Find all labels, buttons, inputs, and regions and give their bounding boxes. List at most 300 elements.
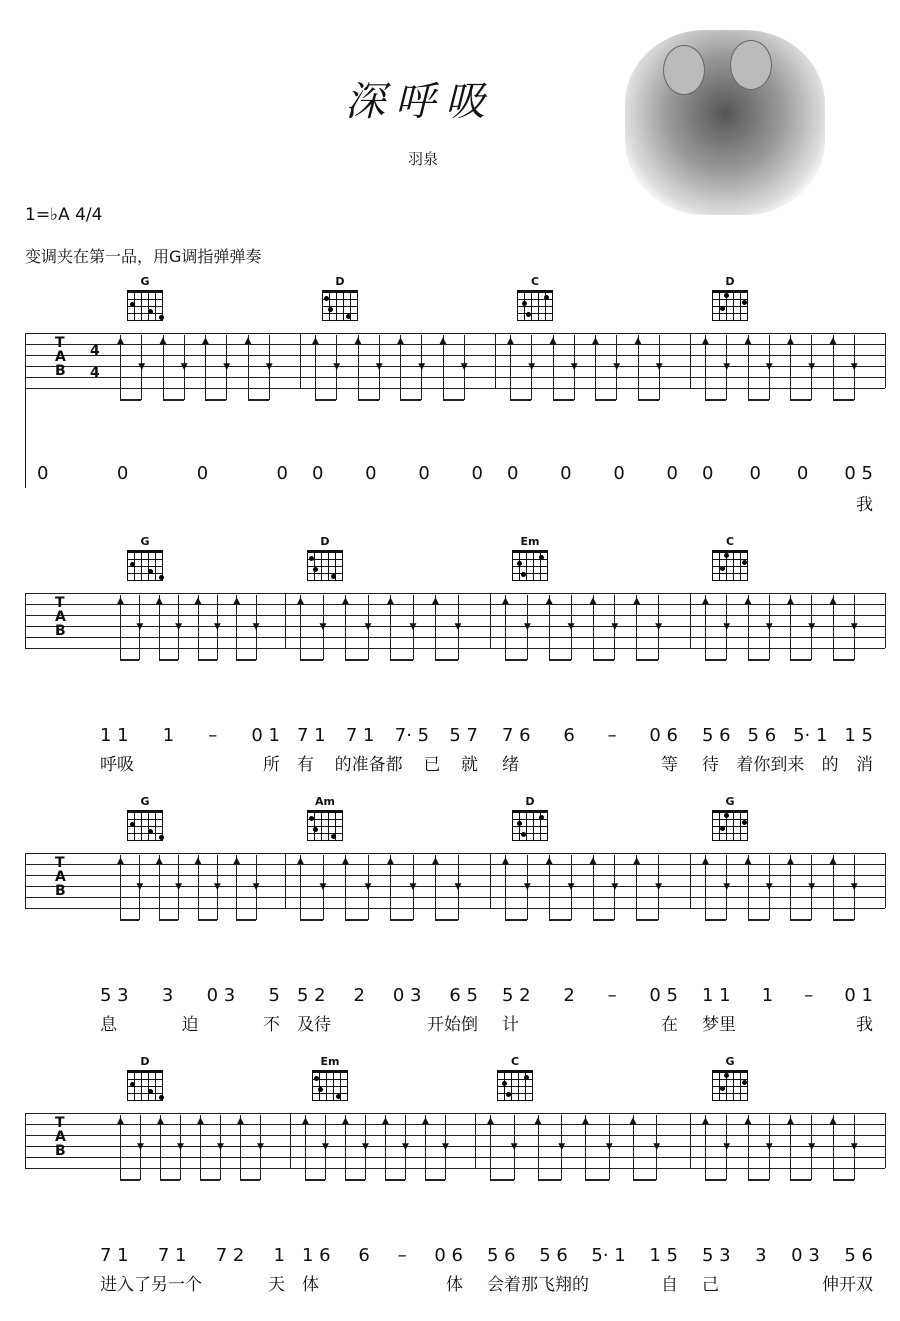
chord-grid [322,290,358,321]
measure-notes [702,985,873,1006]
strum-arrow: ▼ [850,622,858,632]
strum-arrow: ▼ [528,362,536,372]
strum-arrow: ▼ [137,1142,144,1152]
tab-staff-line [25,1146,885,1147]
score-system [0,535,900,785]
strum-arrow: ▲ [312,336,319,346]
finger-dot [159,835,164,840]
measure-notes [502,725,678,746]
note-group: 0 [418,463,430,484]
tab-staff-line [25,1135,885,1136]
strum-arrow: ▼ [613,362,621,372]
lyric-text: 绪 [502,755,519,775]
tab-staff-line [25,1168,885,1169]
strum-arrow: ▼ [375,362,383,372]
lyric-text: 会着那飞翔的 [487,1275,589,1295]
score-system [0,1055,900,1305]
beam [159,659,178,661]
beam [505,919,527,921]
note-group: 0 [312,463,324,484]
strum-arrow: ▼ [175,622,183,632]
beam [300,919,323,921]
chord-name: D [725,275,735,288]
chord-name: G [140,535,150,548]
chord-grid [512,550,548,581]
note-group: – [607,725,617,746]
chord-grid [127,1070,163,1101]
strum-arrow: ▼ [765,622,773,632]
chord-name: D [140,1055,150,1068]
chord-name: Em [320,1055,340,1068]
note-group: 0 6 [434,1245,463,1266]
measure-lyrics [297,1010,478,1035]
chord-name: G [140,795,150,808]
strum-arrow: ▲ [829,596,837,606]
strum-arrow: ▲ [354,336,362,346]
finger-dot [148,309,153,314]
finger-dot [331,574,336,579]
chord-diagram [310,1055,350,1101]
note-group: 1 1 [702,985,731,1006]
strum-arrow: ▲ [244,336,252,346]
strum-arrow: ▲ [387,596,394,606]
strum-arrow: ▲ [342,596,349,606]
strum-arrow: ▲ [829,336,837,346]
note-group: 7 1 [297,725,326,746]
beam [748,399,769,401]
tab-clef-letter: B [55,363,66,379]
tab-staff-line [25,377,885,378]
finger-dot [522,301,527,306]
beam [120,919,139,921]
note-group: 0 1 [251,725,280,746]
strum-arrow: ▼ [723,622,731,632]
chord-name: C [510,1055,520,1068]
tab-staff-line [25,1124,885,1125]
beam [593,919,615,921]
measure-notes [100,985,280,1006]
beam [538,1179,562,1181]
measure-notes [312,463,483,484]
beam [236,919,255,921]
beam [553,399,574,401]
beam [163,399,184,401]
lyric-text: 呼吸 [100,755,134,775]
strum-arrow: ▼ [454,622,462,632]
staff-left-edge [25,853,26,908]
chord-diagram [510,535,550,581]
beam [345,919,368,921]
song-title: 深呼吸 [345,79,495,125]
strum-arrow: ▼ [180,362,188,372]
tab-staff-line [25,864,885,865]
finger-dot [148,829,153,834]
barline [285,593,286,648]
finger-dot [742,1080,747,1085]
strum-arrow: ▼ [177,1142,184,1152]
chord-name: Am [315,795,335,808]
measure-notes [487,1245,678,1266]
beam [790,399,811,401]
strum-arrow: ▲ [702,336,709,346]
note-group: 5 6 [539,1245,568,1266]
chord-name: D [335,275,345,288]
lyric-text: 进入了另一个 [100,1275,202,1295]
barline [690,333,691,388]
barline [490,593,491,648]
tab-staff-line [25,897,885,898]
strum-arrow: ▼ [723,362,731,372]
beam [385,1179,405,1181]
finger-dot [720,306,725,311]
measure-lyrics [702,1270,873,1295]
measure-lyrics [297,750,478,775]
tab-clef-letter: A [55,609,66,625]
lyric-text: 不 [263,1015,280,1035]
beam [236,659,255,661]
strum-arrow: ▲ [233,856,241,866]
lyric-text: 迫 [181,1015,199,1035]
beam [705,919,726,921]
lyric-text: 计 [502,1015,519,1035]
measure-notes [100,1245,285,1266]
finger-dot [742,820,747,825]
measure-lyrics [100,750,280,775]
tab-staff-line [25,593,885,594]
beam [120,659,139,661]
strum-arrow: ▼ [252,622,260,632]
finger-dot [309,556,314,561]
finger-dot [313,567,318,572]
lyric-text: 伸开双 [822,1275,873,1295]
strum-arrow: ▲ [117,336,124,346]
chord-grid [127,290,163,321]
strum-arrow: ▲ [155,596,163,606]
lyric-text: 梦里 [702,1015,736,1035]
finger-dot [720,566,725,571]
beam [390,659,413,661]
barline [490,853,491,908]
lyric-text: 着你到来 [736,755,805,775]
finger-dot [314,1076,319,1081]
beam [159,919,178,921]
beam [390,919,413,921]
strum-arrow: ▲ [439,336,447,346]
note-group: 0 [471,463,483,484]
strum-arrow: ▼ [362,1142,369,1152]
artist-head-left [663,45,705,95]
note-group: 5 3 [702,1245,731,1266]
strum-arrow: ▼ [765,1142,773,1152]
strum-arrow: ▲ [507,336,514,346]
beam [549,919,571,921]
beam [425,1179,445,1181]
finger-dot [724,293,729,298]
strum-arrow: ▲ [829,856,837,866]
strum-arrow: ▼ [175,882,183,892]
strum-arrow: ▲ [545,596,553,606]
beam [160,1179,180,1181]
chord-diagram [305,535,345,581]
chord-grid [307,810,343,841]
strum-arrow: ▼ [257,1142,264,1152]
chord-grid [497,1070,533,1101]
tab-staff-line [25,853,885,854]
finger-dot [517,561,522,566]
barline [290,1113,291,1168]
beam [748,919,769,921]
measure-notes [100,725,280,746]
finger-dot [742,560,747,565]
strum-arrow: ▼ [402,1142,409,1152]
score-system [0,795,900,1045]
lyric-text: 体 [446,1275,463,1295]
lyric-text: 待 [702,755,719,775]
strum-arrow: ▼ [558,1142,566,1152]
note-group: – [804,985,814,1006]
note-group: – [397,1245,407,1266]
barline [300,333,301,388]
beam [790,919,811,921]
beam [315,399,336,401]
lyric-text: 消 [855,755,873,775]
note-group: 5· 1 [591,1245,626,1266]
strum-arrow: ▲ [117,1116,124,1126]
lyric-text: 己 [702,1275,719,1295]
beam [833,1179,854,1181]
strum-arrow: ▲ [787,1116,794,1126]
strum-arrow: ▲ [194,856,202,866]
strum-arrow: ▲ [592,336,599,346]
beam [636,919,658,921]
measure-lyrics [100,1010,280,1035]
note-group: 0 [666,463,678,484]
strum-arrow: ▼ [136,882,144,892]
chord-grid [127,810,163,841]
strum-arrow: ▲ [487,1116,494,1126]
note-group: 6 [358,1245,370,1266]
note-group: 0 [796,463,809,484]
note-group: 1 [162,725,175,746]
lyric-text: 在 [661,1015,678,1035]
strum-arrow: ▲ [155,856,163,866]
strum-arrow: ▲ [545,856,553,866]
strum-arrow: ▲ [237,1116,244,1126]
chord-grid [127,550,163,581]
tab-clef-letter: T [55,335,65,351]
lyric-text: 就 [460,755,478,775]
strum-arrow: ▲ [233,596,241,606]
strum-arrow: ▼ [319,882,327,892]
chord-name: C [530,275,540,288]
strum-arrow: ▼ [460,362,468,372]
barline [285,853,286,908]
note-group: 0 [196,463,209,484]
beam [505,659,527,661]
barline [690,593,691,648]
strum-arrow: ▼ [850,362,858,372]
beam [200,1179,220,1181]
chord-diagram [710,275,750,321]
chord-diagram [710,1055,750,1101]
tab-clef-letter: B [55,623,66,639]
strum-arrow: ▲ [382,1116,389,1126]
lyric-text: 所 [263,755,280,775]
artist-photo [625,30,825,215]
lyric-text: 体 [302,1275,319,1295]
finger-dot [346,314,351,319]
chord-name: G [725,1055,735,1068]
strum-arrow: ▼ [442,1142,449,1152]
strum-arrow: ▼ [252,882,260,892]
beam [305,1179,325,1181]
note-group: 0 6 [649,725,678,746]
measure-lyrics [702,490,873,515]
measure-notes [302,1245,463,1266]
finger-dot [521,572,526,577]
note-group: 1 6 [302,1245,331,1266]
chord-grid [312,1070,348,1101]
note-group: 5 6 [844,1245,873,1266]
finger-dot [130,1082,135,1087]
finger-dot [521,832,526,837]
beam [790,1179,811,1181]
tab-clef-letter: B [55,1143,66,1159]
measure-lyrics [702,750,873,775]
time-signature: 4 [90,343,100,359]
finger-dot [328,307,333,312]
strum-arrow: ▼ [850,882,858,892]
strum-arrow: ▼ [223,362,231,372]
strum-arrow: ▼ [217,1142,224,1152]
beam [345,659,368,661]
beam [833,399,854,401]
barline [885,853,886,908]
measure-notes [702,1245,873,1266]
barline [885,333,886,388]
strum-arrow: ▼ [570,362,578,372]
note-group: 0 [560,463,572,484]
measure-lyrics [502,750,678,775]
tab-staff-line [25,637,885,638]
strum-arrow: ▼ [655,362,663,372]
strum-arrow: ▲ [829,1116,837,1126]
strum-arrow: ▲ [159,336,167,346]
strum-arrow: ▼ [850,1142,858,1152]
beam [198,919,217,921]
strum-arrow: ▲ [342,1116,349,1126]
strum-arrow: ▲ [387,856,394,866]
chord-name: G [725,795,735,808]
strum-arrow: ▲ [202,336,209,346]
finger-dot [720,1086,725,1091]
note-group: 1 5 [649,1245,678,1266]
strum-arrow: ▼ [213,882,221,892]
strum-arrow: ▲ [534,1116,542,1126]
strum-arrow: ▼ [454,882,462,892]
strum-arrow: ▲ [194,596,202,606]
note-group: 0 [37,463,49,484]
beam [638,399,659,401]
staff-left-edge [25,1113,26,1168]
strum-arrow: ▲ [297,596,304,606]
strum-arrow: ▲ [634,336,642,346]
beam [248,399,269,401]
note-group: 1 1 [100,725,129,746]
strum-arrow: ▼ [319,622,327,632]
chord-diagram [125,275,165,321]
strum-arrow: ▼ [136,622,144,632]
strum-arrow: ▼ [265,362,273,372]
note-group: 0 5 [844,463,873,484]
tab-staff-line [25,333,885,334]
note-group: 5 7 [449,725,478,746]
chord-grid [517,290,553,321]
note-group: 7 1 [157,1245,187,1266]
note-group: 6 [563,725,575,746]
strum-arrow: ▼ [567,882,575,892]
tab-clef-letter: T [55,1115,65,1131]
note-group: 0 [507,463,519,484]
strum-arrow: ▲ [589,856,597,866]
beam [120,399,141,401]
strum-arrow: ▲ [589,596,597,606]
strum-arrow: ▼ [765,362,773,372]
beam [636,659,658,661]
strum-arrow: ▲ [422,1116,429,1126]
chord-grid [712,290,748,321]
note-group: 0 5 [649,985,678,1006]
tab-clef-letter: A [55,349,66,365]
beam [490,1179,514,1181]
chord-diagram [710,535,750,581]
finger-dot [526,312,531,317]
strum-arrow: ▼ [723,1142,731,1152]
finger-dot [517,821,522,826]
strum-arrow: ▼ [765,882,773,892]
chord-grid [307,550,343,581]
finger-dot [148,1089,153,1094]
note-group: 6 5 [449,985,478,1006]
finger-dot [159,315,164,320]
tab-staff-line [25,388,885,389]
chord-diagram [320,275,360,321]
note-group: 0 3 [392,985,422,1006]
note-group: 0 [116,463,129,484]
strum-arrow: ▼ [808,882,816,892]
finger-dot [506,1092,511,1097]
note-group: 3 [755,1245,767,1266]
strum-arrow: ▲ [297,856,304,866]
staff-left-edge [25,593,26,648]
score-system [0,275,900,525]
lyric-text: 等 [660,755,678,775]
strum-arrow: ▼ [655,882,663,892]
finger-dot [313,827,318,832]
tab-staff-line [25,604,885,605]
strum-arrow: ▼ [523,622,531,632]
lyric-text: 已 [423,755,441,775]
finger-dot [539,555,544,560]
beam [833,919,854,921]
lyric-text: 开始倒 [427,1015,478,1035]
chord-diagram [515,275,555,321]
tab-staff-line [25,355,885,356]
note-group: 0 3 [206,985,236,1006]
strum-arrow: ▲ [432,596,439,606]
chord-name: D [525,795,535,808]
strum-arrow: ▲ [397,336,404,346]
